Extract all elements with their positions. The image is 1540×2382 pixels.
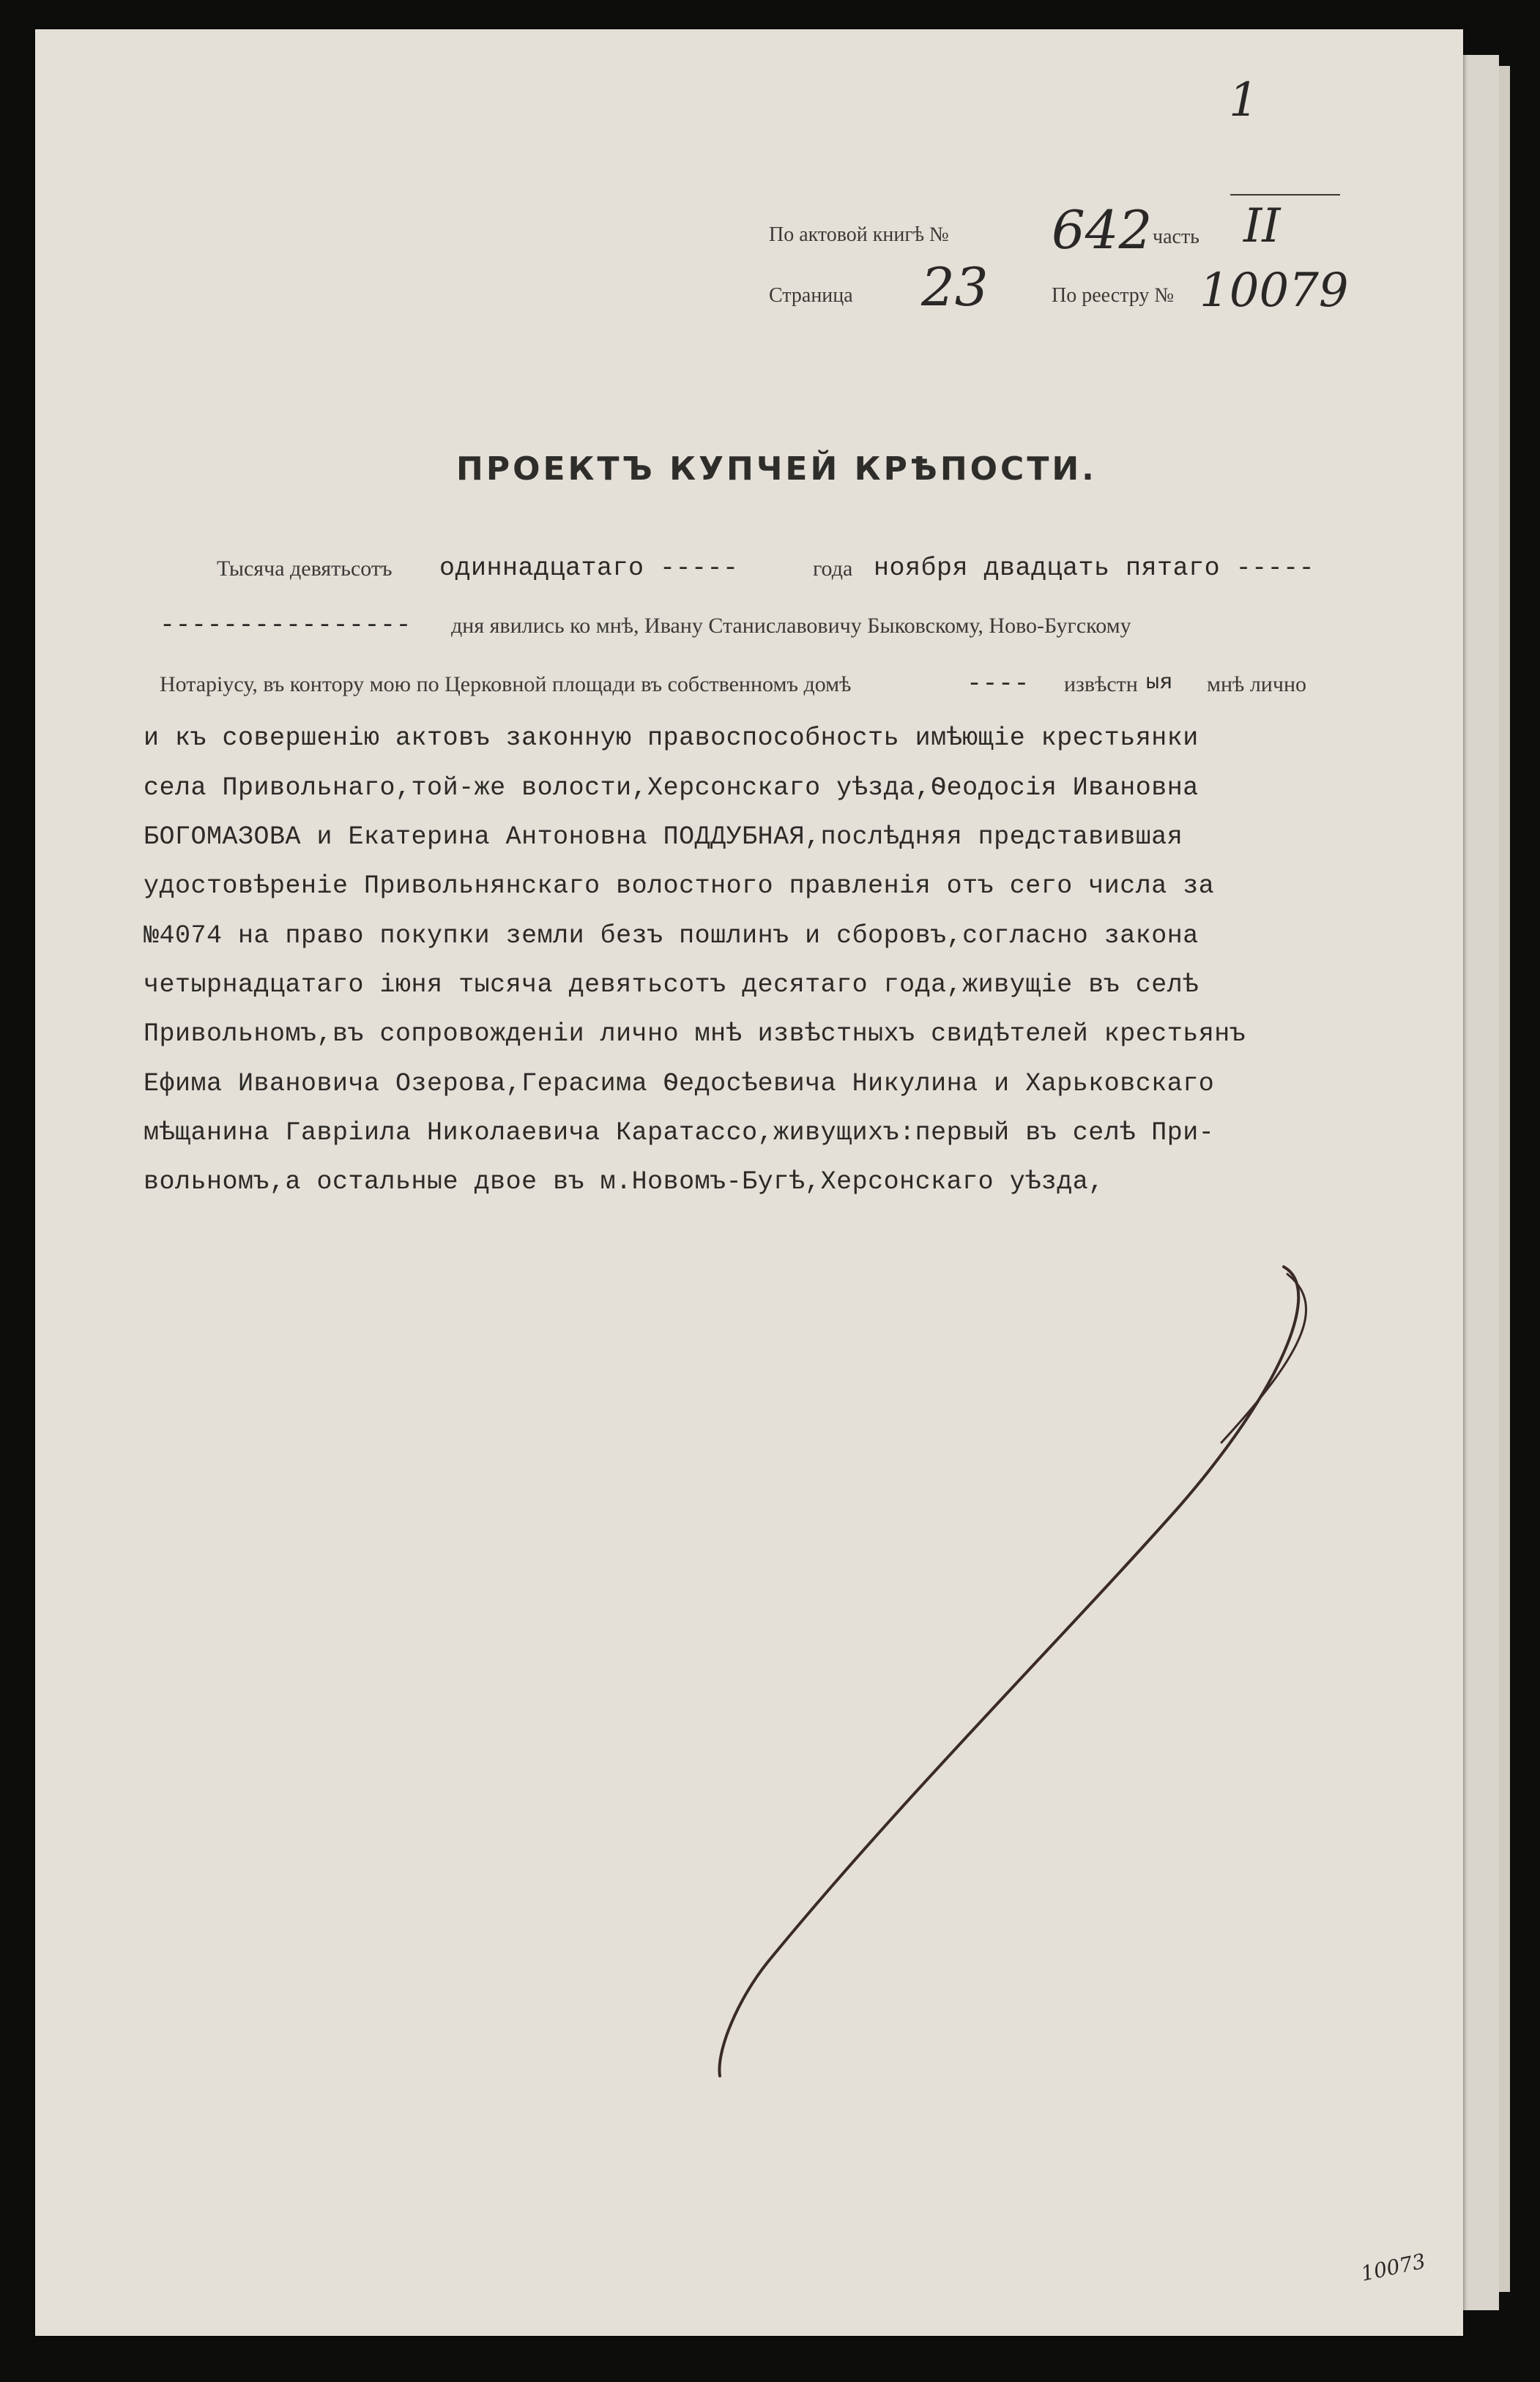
body-line-1: и къ совершенію актовъ законную правоспособность имѣющіе крестьянки (144, 723, 1199, 753)
form-line1-printed-1: Тысяча девятьсотъ (217, 557, 393, 581)
body-line-9: мѣщанина Гавріила Николаевича Каратассо,живущихъ:первый въ селѣ При- (144, 1118, 1215, 1147)
form-line3-typed-1: ---- (967, 669, 1030, 699)
body-line-4: удостовѣреніе Привольнянскаго волостного правленія отъ сего числа за (144, 871, 1215, 901)
document-page (35, 29, 1463, 2336)
part-label: часть (1153, 226, 1199, 248)
form-line2-typed-1: ---------------- (160, 611, 412, 640)
form-line3-printed-2: извѣстн (1064, 672, 1138, 696)
body-line-8: Ефима Ивановича Озерова,Герасима Ѳедосѣевича Никулина и Харьковскаго (144, 1069, 1215, 1098)
form-line3-printed-3: мнѣ лично (1207, 672, 1306, 696)
cancellation-flourish (35, 29, 1463, 2336)
form-line1-printed-2: года (813, 557, 853, 581)
form-line2-printed-1: дня явились ко мнѣ, Ивану Станиславовичу Быковскому, Ново-Бугскому (451, 614, 1131, 638)
body-line-3: БОГОМАЗОВА и Екатерина Антоновна ПОДДУБНАЯ,послѣдняя представившая (144, 822, 1183, 852)
form-line1-typed-2: ноября двадцать пятаго ----- (874, 554, 1315, 583)
book-label: По актовой книгѣ № (769, 223, 949, 246)
bottom-right-mark: 10073 (1358, 2249, 1428, 2286)
body-line-10: вольномъ,а остальные двое въ м.Новомъ-Бугѣ,Херсонскаго уѣзда, (144, 1167, 1104, 1196)
form-line3-printed-1: Нотаріусу, въ контору мою по Церковной площади въ собственномъ домѣ (160, 672, 852, 696)
body-line-5: №4074 на право покупки земли безъ пошлинъ и сборовъ,согласно закона (144, 921, 1199, 950)
document-title: ПРОЕКТЪ КУПЧЕЙ КРѢПОСТИ. (456, 450, 1097, 488)
body-line-7: Привольномъ,въ сопровожденіи лично мнѣ извѣстныхъ свидѣтелей крестьянъ (144, 1019, 1246, 1049)
book-number: 642 (1052, 199, 1153, 261)
body-line-2: села Привольнаго,той-же волости,Херсонскаго уѣзда,Ѳеодосія Ивановна (144, 773, 1199, 803)
form-line1-typed-1: одиннадцатаго ----- (439, 554, 739, 583)
page-number: 23 (921, 256, 989, 318)
body-line-6: четырнадцатаго іюня тысяча девятьсотъ десятаго года,живущіе въ селѣ (144, 970, 1199, 1000)
page-label: Страница (769, 284, 853, 307)
top-right-mark: 1 (1229, 73, 1259, 127)
part-value: II (1243, 199, 1281, 253)
registry-number: 10079 (1199, 264, 1349, 318)
registry-label: По реестру № (1052, 284, 1175, 307)
form-line3-typed-2: ыя (1146, 671, 1174, 696)
